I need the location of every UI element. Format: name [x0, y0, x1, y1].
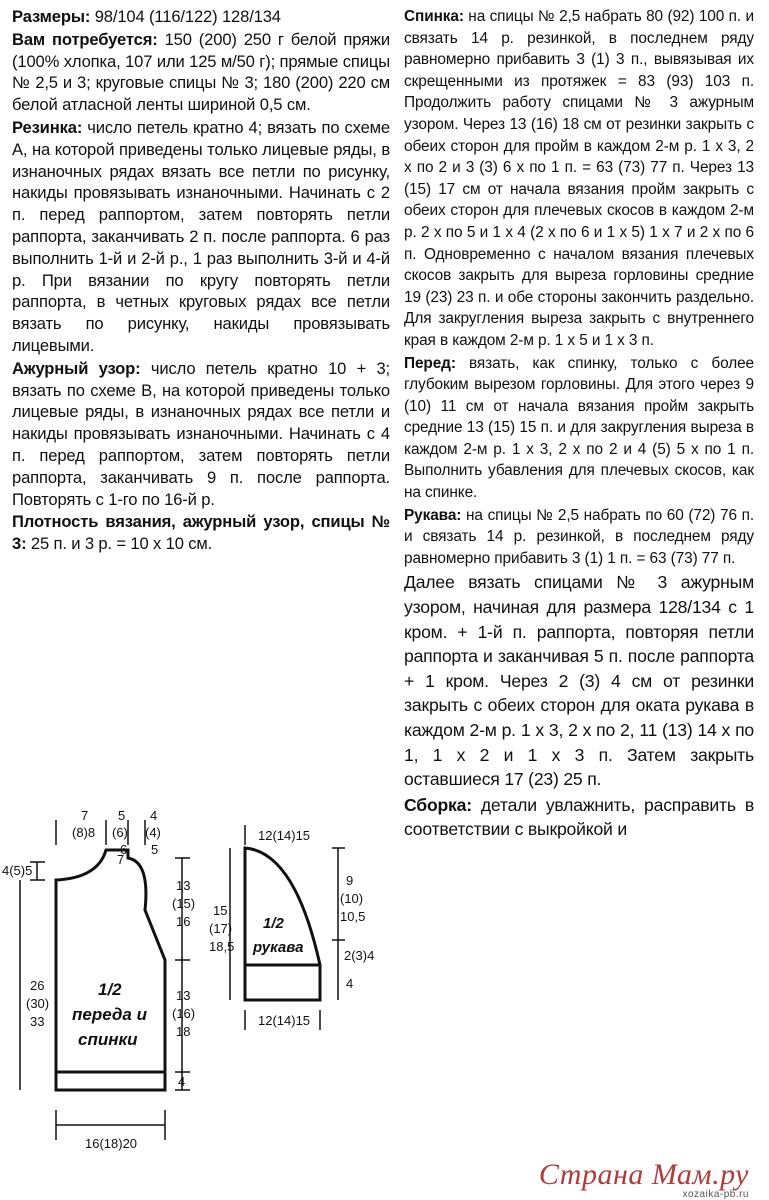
- rib-text: число петель кратно 4; вязать по схеме А, на которой приведены только лицевые ряды, в изнаночных рядах вязать все петли по рисунку, накиды провязывать изнаночными. Начинать с 2 п. перед раппортом, затем повторять петли раппорта, заканчивать 2 п. после раппорта. 6 раз выполнить 1-й и 2-й р., 1 раз выполнить 3-й и 4-й р. При вязании по кругу повторять петли раппорта, в четных круговых рядах все петли вязать по рисунку, накиды провязывать лицевыми.: [12, 117, 390, 355]
- label-top-6: (6): [112, 825, 128, 840]
- front-heading: Перед:: [404, 354, 456, 372]
- lace-heading: Ажурный узор:: [12, 358, 141, 378]
- label-right-16: 16: [176, 914, 191, 929]
- sleeves-text: на спицы № 2,5 набрать по 60 (72) 76 п. и связать 14 р. резинкой, в последнем ряду равномерно прибавить 3 (1) 1 п. = 63 (73) 77 п.: [404, 506, 754, 567]
- body-outline: [56, 850, 165, 1090]
- rib-paragraph: [12, 117, 390, 357]
- label-top-4: 4: [150, 810, 158, 823]
- materials-heading: Вам потребуется:: [12, 29, 158, 49]
- label-right-13a: 13: [176, 878, 191, 893]
- sizes-paragraph: [12, 6, 390, 28]
- lace-paragraph: [12, 358, 390, 511]
- gauge-heading: Плотность вязания, ажурный узор, спицы № 3:: [12, 512, 390, 554]
- label-rib-4: 4: [178, 1074, 186, 1089]
- continue-paragraph: [404, 570, 754, 791]
- assembly-text: детали увлажнить, расправить в соответствии с выкройкой и: [404, 794, 754, 840]
- site-watermark: [538, 1158, 749, 1200]
- gauge-paragraph: [12, 511, 390, 555]
- body-label-half: 1/2: [98, 980, 122, 999]
- schematic-drawing: [0, 810, 392, 1190]
- back-paragraph: [404, 6, 754, 352]
- label-sleeve-15: 15: [213, 903, 228, 918]
- label-sleeve-4: 4: [346, 976, 354, 991]
- label-left-30: (30): [26, 996, 50, 1011]
- label-bottom-width: 16(18)20: [85, 1136, 138, 1151]
- sleeve-label-half: 1/2: [263, 915, 284, 932]
- label-sleeve-17: (17): [209, 921, 233, 936]
- body-label-back: спинки: [78, 1030, 138, 1049]
- right-column: [404, 6, 754, 843]
- body-shape: [56, 850, 165, 1090]
- continue-text: Далее вязать спицами № 3 ажурным узором, начиная для размера 128/134 с 1 кром. + 1-й п. раппорта, повторяя петли раппорта и заканчивая 5 п. после раппорта + 1 кром. Через 2 (3) 4 см от резинки закрыть с обеих сторон для оката рукава в каждом 2-м р. 1 х 3, 2 х по 2, 11 (13) 14 х по 1, 1 х 2 и 1 х 3 п. Затем закрыть оставшиеся 17 (23) 25 п.: [404, 572, 754, 790]
- label-left-45: 4(5)5: [2, 863, 33, 878]
- label-left-33: 33: [30, 1014, 45, 1029]
- assembly-paragraph: [404, 793, 754, 842]
- label-top-8: (8)8: [72, 825, 96, 840]
- label-top-5a: 5: [118, 810, 126, 823]
- body-label-front-and: переда и: [72, 1005, 147, 1024]
- materials-paragraph: [12, 29, 390, 116]
- label-top-5b: 5: [151, 842, 159, 857]
- gauge-text: 25 п. и 3 р. = 10 х 10 см.: [26, 534, 213, 554]
- label-right-13b: 13: [176, 988, 191, 1003]
- label-sleeve-105: 10,5: [340, 909, 366, 924]
- lace-text: число петель кратно 10 + 3; вязать по схеме В, на которой приведены только лицевые ряды, в изнаночных рядах все петли и накиды провязывать изнаночными. Начинать с 4 п. перед раппортом, затем повторять петли раппорта, заканчивать 9 п. после раппорта. Повторять с 1-го по 16-й р.: [12, 358, 390, 509]
- label-sleeve-top: 12(14)15: [258, 828, 311, 843]
- label-sleeve-10: (10): [340, 891, 364, 906]
- label-top-7: 7: [81, 810, 89, 823]
- label-sleeve-185: 18,5: [209, 939, 235, 954]
- label-top-4b: (4): [145, 825, 161, 840]
- materials-text: 150 (200) 250 г белой пряжи (100% хлопка, 107 или 125 м/50 г); прямые спицы № 2,5 и 3; круговые спицы № 3; 180 (200) 220 см белой атласной ленты шириной 0,5 см.: [12, 29, 390, 115]
- label-right-15: (15): [172, 896, 196, 911]
- sleeves-heading: Рукава:: [404, 506, 462, 524]
- label-top-6b: 6: [120, 842, 128, 857]
- label-neck-7: 7: [117, 852, 125, 867]
- watermark-site: xozaika-pb.ru: [682, 1189, 749, 1200]
- sizes-heading: Размеры:: [12, 7, 91, 26]
- label-sleeve-9: 9: [346, 873, 354, 888]
- sleeve-label-sleeve: рукава: [253, 939, 304, 956]
- watermark-suffix: .ру: [712, 1158, 749, 1191]
- label-sleeve-bottom: 12(14)15: [258, 1013, 311, 1028]
- back-heading: Спинка:: [404, 8, 464, 25]
- sleeves-paragraph: [404, 505, 754, 570]
- pattern-schematic: [0, 810, 392, 1190]
- sizes-text: 98/104 (116/122) 128/134: [90, 7, 281, 26]
- label-sleeve-234: 2(3)4: [344, 948, 375, 963]
- watermark-text: Страна Мам: [538, 1158, 713, 1191]
- front-paragraph: [404, 353, 754, 504]
- front-text: вязать, как спинку, только с более глубоким вырезом горловины. Для этого через 9 (10) 11 см от начала вязания пройм закрыть средние 13 (15) 15 п. и для закругления выреза в каждом 2-м р. 1 х 3, 2 х по 2 и 4 (5) 5 х по 1 п. Выполнить убавления для плечевых скосов, как на спинке.: [404, 354, 754, 502]
- label-right-16b: (16): [172, 1006, 196, 1021]
- left-column: [12, 6, 390, 556]
- back-text: на спицы № 2,5 набрать 80 (92) 100 п. и связать 14 р. резинкой, в последнем ряду равномерно прибавить 3 (1) 3 п., вывязывая их скрещенными из протяжек = 83 (93) 103 п. Продолжить работу спицами № 3 ажурным узором. Через 13 (16) 18 см от резинки закрыть с обеих сторон для пройм в каждом 2-м р. 1 х 3, 2 х по 2 и 3 (3) 6 х по 1 п. = 63 (73) 77 п. Через 13 (15) 17 см от начала вязания пройм закрыть с обеих сторон для плечевых скосов в каждом 2-м р. 2 х по 5 и 1 х 4 (2 х по 6 и 1 х 5) 1 х 7 и 2 х по 6 п. Одновременно с началом вязания плечевых скосов закрыть для выреза горловины средние 19 (23) 23 п. и обе стороны закончить раздельно. Для закругления выреза закрыть с внутреннего края в каждом 2-м р. 1 х 5 и 1 х 3 п.: [404, 8, 754, 349]
- rib-heading: Резинка:: [12, 117, 83, 137]
- label-right-18: 18: [176, 1024, 191, 1039]
- label-left-26: 26: [30, 978, 45, 993]
- assembly-heading: Сборка:: [404, 794, 472, 815]
